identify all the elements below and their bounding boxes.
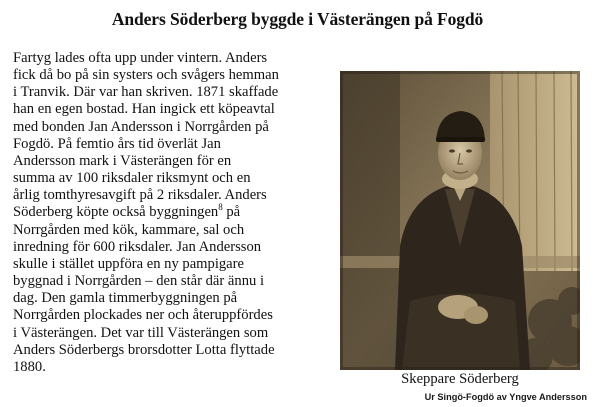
body-line: årlig tomthyresavgift på 2 riksdaler. Anders xyxy=(13,187,267,204)
footnote-marker: 8 xyxy=(218,202,223,213)
body-line: inredning för 600 riksdaler. Jan Andersson xyxy=(13,238,262,255)
portrait-illustration xyxy=(340,71,580,370)
body-line: fick då bo på sin systers och svågers hemman xyxy=(13,67,279,84)
body-line: med bonden Jan Andersson i Norrgården på xyxy=(13,118,269,135)
body-line: byggnad i Norrgården – den står där ännu i xyxy=(13,273,264,290)
body-line xyxy=(13,204,331,221)
body-line: Andersson mark i Västerängen för en xyxy=(13,152,232,169)
body-line: 1880. xyxy=(13,358,46,375)
source-credit: Ur Singö-Fogdö av Yngve Andersson xyxy=(424,392,587,402)
body-line: Norrgården med kök, kammare, sal och xyxy=(13,221,245,238)
body-line: Norrgården plockades ner och återuppfördes xyxy=(13,307,273,324)
body-text xyxy=(13,50,331,376)
body-line: Fogdö. På femtio års tid överlät Jan xyxy=(13,135,221,152)
body-line: skulle i stället uppföra en ny pampigare xyxy=(13,255,244,272)
body-line: dag. Den gamla timmerbyggningen på xyxy=(13,290,238,307)
body-line: summa av 100 riksdaler riksmynt och en xyxy=(13,170,251,187)
body-line-text: Söderberg köpte också byggningen xyxy=(13,204,219,221)
portrait-photo xyxy=(340,71,580,370)
body-line: i Tranvik. Där var han skriven. 1871 skaffade xyxy=(13,84,279,101)
body-line: Fartyg lades ofta upp under vintern. Anders xyxy=(13,50,268,66)
body-line: Anders Söderbergs brorsdotter Lotta flyttade xyxy=(13,341,275,358)
page-title: Anders Söderberg byggde i Västerängen på Fogdö xyxy=(111,9,484,29)
body-line-text: på xyxy=(222,204,241,221)
body-line: i Västerängen. Det var till Västerängen som xyxy=(13,324,269,341)
photo-caption: Skeppare Söderberg xyxy=(401,371,519,387)
body-line: han en egen bostad. Han ingick ett köpeavtal xyxy=(13,101,275,118)
